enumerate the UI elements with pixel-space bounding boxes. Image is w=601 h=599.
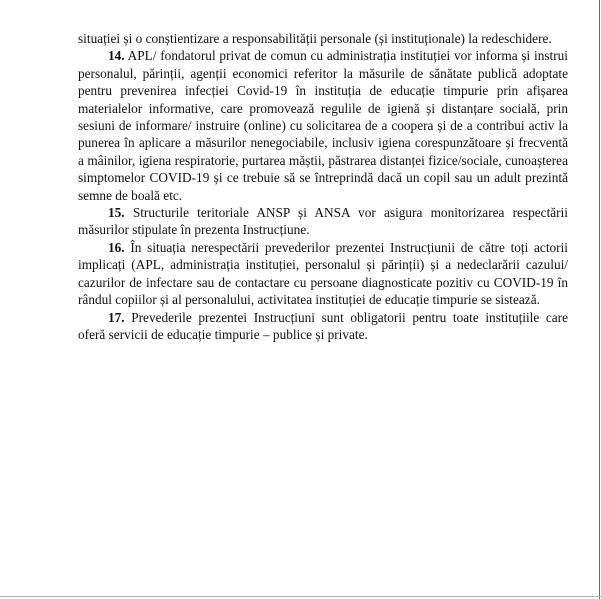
page-edge-bottom	[0, 596, 601, 597]
paragraph-14	[78, 47, 568, 204]
paragraph-number: 15.	[108, 205, 125, 221]
page-edge-right	[599, 0, 600, 599]
paragraph-17	[78, 309, 568, 344]
paragraph-text: În situația nerespectării prevederilor prezentei Instrucțiunii de către toți actorii implicați (APL, administrația instituției, personalul și părinții) și a nedeclarării cazului/ cazurilor de infectare sau de contactare cu persoane diagnosticate pozitiv cu COVID-19 în rândul copiilor și al personalului, activitatea instituției de educație timpurie se sistează.	[78, 239, 568, 308]
paragraph-text: Structurile teritoriale ANSP și ANSA vor asigura monitorizarea respectării măsurilor stipulate în prezenta Instrucțiune.	[78, 205, 569, 238]
paragraph-continuation	[78, 30, 568, 47]
paragraph-number: 17.	[108, 309, 125, 325]
paragraph-number: 16.	[108, 239, 125, 255]
document-body	[78, 30, 568, 343]
paragraph-15	[78, 204, 568, 239]
paragraph-text: situației și o conștientizare a responsabilității personale (și instituționale) la redeschidere.	[78, 31, 552, 46]
paragraph-text: APL/ fondatorul privat de comun cu administrația instituției vor informa și instrui personalul, părinții, agenții economici referitor la măsurile de sănătate publică adoptate pentru prevenirea infecției Covid-19 în instituția de educație timpurie prin afișarea materialelor informative, care promovează regulile de igienă și distanțare socială, prin sesiuni de informare/ instruire (online) cu solicitarea de a coopera și de a contribui activ la punerea în aplicare a măsurilor nenegociabile, inclusiv igiena corespunzătoare și frecventă a mâinilor, igiena respiratorie, purtarea măștii, păstrarea distanței fizice/sociale, cunoașterea simptomelor COVID-19 și ce trebuie să se întreprindă dacă un copil sau un adult prezintă semne de boală etc.	[78, 48, 568, 203]
paragraph-text: Prevederile prezentei Instrucțiuni sunt obligatorii pentru toate instituțiile care oferă servicii de educație timpurie – publice și private.	[78, 309, 569, 342]
paragraph-16	[78, 239, 568, 309]
paragraph-number: 14.	[108, 48, 125, 64]
